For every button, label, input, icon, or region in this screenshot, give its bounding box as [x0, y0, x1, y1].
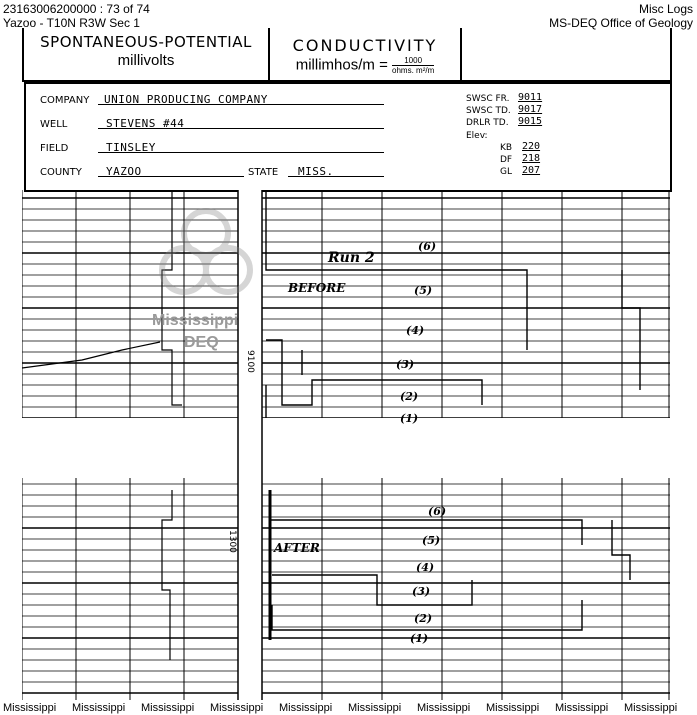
run-separator-gap	[22, 418, 670, 478]
elev-label: Elev:	[466, 131, 488, 141]
conductivity-title: CONDUCTIVITY	[292, 36, 438, 55]
log-grid	[22, 190, 670, 700]
depth-label-2: 1300	[227, 530, 237, 553]
sp-units: millivolts	[117, 52, 175, 69]
footer-label: Mississippi	[555, 702, 609, 714]
footer-label: Mississippi	[279, 702, 333, 714]
mark-before-4: (4)	[406, 324, 425, 337]
top-left-block	[3, 2, 150, 30]
mark-before-2: (2)	[400, 390, 419, 403]
sp-curve-2	[162, 490, 172, 660]
well-label: WELL	[40, 119, 68, 130]
well-underline	[98, 128, 384, 129]
depth-label-1: 9100	[245, 350, 255, 373]
county-label: COUNTY	[40, 167, 82, 178]
well-info-block	[24, 82, 672, 192]
company-label: COMPANY	[40, 95, 90, 106]
watermark-line2: DEQ	[184, 334, 219, 351]
state-underline	[288, 176, 384, 177]
mark-before-3: (3)	[396, 358, 415, 371]
mark-after-6: (6)	[428, 505, 447, 518]
agency: MS-DEQ Office of Geology	[549, 16, 693, 30]
county-value: YAZOO	[106, 165, 142, 178]
mark-before-6: (6)	[418, 240, 437, 253]
conductivity-units: millimhos/m =	[295, 56, 388, 74]
county-underline	[98, 176, 244, 177]
footer-label: Mississippi	[624, 702, 678, 714]
swsc-fr-value: 9011	[518, 92, 543, 103]
mark-after-group	[410, 505, 446, 645]
location: Yazoo - T10N R3W Sec 1	[3, 16, 140, 30]
top-right-block	[549, 2, 693, 30]
company-underline	[98, 104, 384, 105]
footer-label: Mississippi	[210, 702, 264, 714]
df-value: 218	[522, 153, 541, 164]
sp-header	[24, 28, 270, 80]
state-value: MISS.	[298, 165, 334, 178]
footer-label: Mississippi	[348, 702, 402, 714]
footer-label: Mississippi	[72, 702, 126, 714]
footer-label: Mississippi	[141, 702, 195, 714]
swsc-fr-label: SWSC FR.	[466, 94, 510, 104]
drlr-td-value: 9015	[518, 116, 543, 127]
watermark-line1: Mississippi	[152, 312, 239, 329]
state-label: STATE	[248, 167, 279, 178]
footer-strip	[0, 701, 697, 715]
mark-after-2: (2)	[414, 612, 433, 625]
fraction-numerator: 1000	[392, 56, 434, 66]
field-underline	[98, 152, 384, 153]
mark-before-5: (5)	[414, 284, 433, 297]
watermark-emblem-icon	[146, 198, 266, 318]
after-label: AFTER	[274, 541, 320, 555]
run-note: Run 2	[328, 250, 375, 266]
mark-after-1: (1)	[410, 632, 429, 645]
fraction-denominator: ohms. m²/m	[392, 66, 435, 75]
conductivity-header	[270, 28, 462, 80]
swsc-td-value: 9017	[518, 104, 543, 115]
well-value: STEVENS #44	[106, 117, 185, 130]
kb-label: KB	[500, 143, 513, 153]
conductivity-fraction	[392, 56, 434, 75]
gl-label: GL	[500, 167, 512, 177]
conductivity-curve-2	[270, 490, 630, 640]
mark-after-5: (5)	[422, 534, 441, 547]
before-label: BEFORE	[288, 281, 346, 295]
drlr-td-label: DRLR TD.	[466, 118, 509, 128]
df-label: DF	[500, 155, 513, 165]
mark-after-4: (4)	[416, 561, 435, 574]
swsc-td-label: SWSC TD.	[466, 106, 511, 116]
category: Misc Logs	[638, 2, 693, 16]
top-metadata-bar	[0, 0, 697, 30]
log-column-header	[22, 28, 672, 82]
document-id: 23163006200000 : 73 of 74	[3, 2, 150, 16]
kb-value: 220	[522, 141, 541, 152]
footer-label: Mississippi	[3, 702, 57, 714]
footer-label: Mississippi	[417, 702, 471, 714]
mark-before-group	[396, 240, 436, 425]
company-value: UNION PRODUCING COMPANY	[104, 93, 268, 106]
field-value: TINSLEY	[106, 141, 156, 154]
mark-before-1: (1)	[400, 412, 419, 425]
field-label: FIELD	[40, 143, 69, 154]
conductivity-units-row	[270, 56, 460, 75]
gl-value: 207	[522, 165, 541, 176]
sp-title: SPONTANEOUS-POTENTIAL	[40, 33, 252, 51]
footer-label: Mississippi	[486, 702, 540, 714]
mark-after-3: (3)	[412, 585, 431, 598]
